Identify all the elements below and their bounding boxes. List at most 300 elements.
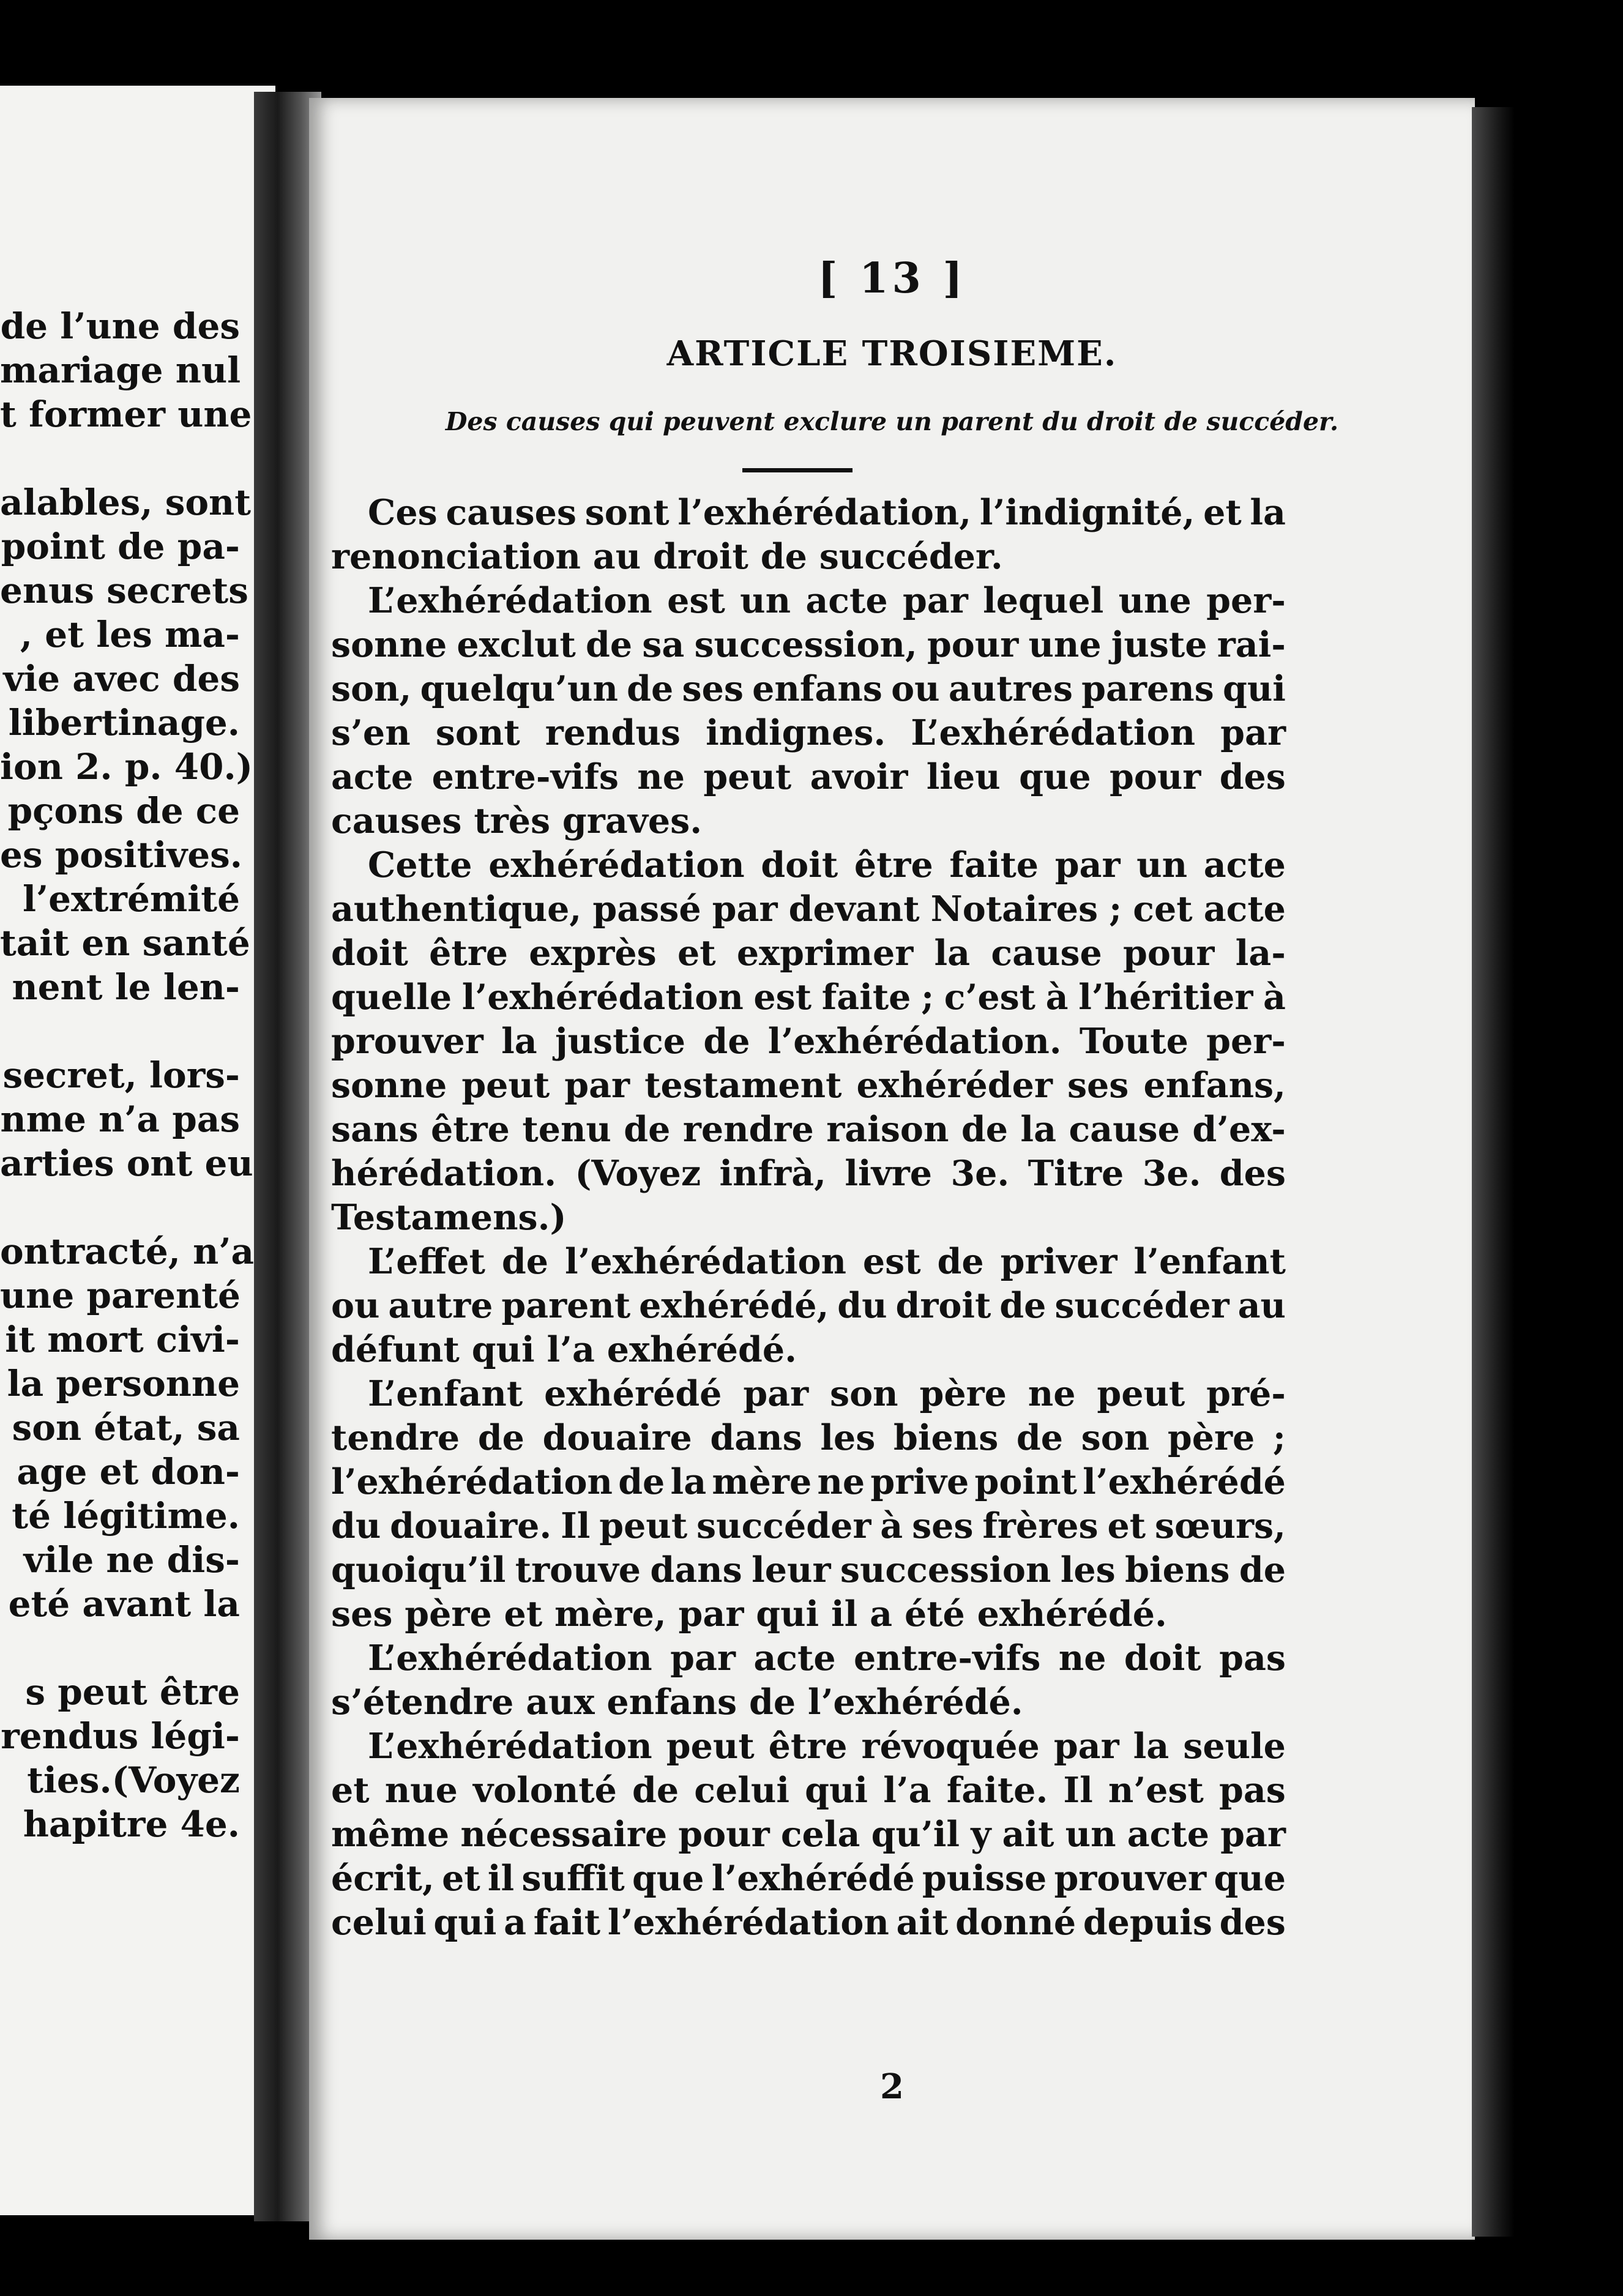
word: exhéréder — [856, 1065, 1053, 1106]
word: ait — [896, 1902, 949, 1943]
left-page-line: , et les ma- — [20, 614, 240, 655]
word: peut — [703, 756, 792, 797]
left-page-text — [0, 304, 275, 1846]
word: pour — [1123, 933, 1215, 974]
text-line — [331, 535, 1286, 579]
left-page-line: l’extrémité — [22, 878, 240, 920]
text-line — [331, 623, 1286, 667]
left-page-line — [0, 1009, 275, 1053]
word: par — [743, 1373, 809, 1414]
word: la — [1250, 492, 1286, 533]
word: sont — [435, 712, 520, 753]
left-page-line: eté avant la — [8, 1583, 240, 1625]
word: et — [331, 1770, 370, 1811]
text-line — [331, 1284, 1286, 1328]
word: et — [1107, 1505, 1146, 1546]
text-line — [331, 711, 1286, 755]
word: juste — [1111, 624, 1207, 665]
word: ; — [1272, 1417, 1286, 1458]
word: causes — [446, 492, 576, 533]
word: par — [670, 1638, 736, 1679]
word: exprès — [529, 933, 657, 974]
word: ou — [331, 1285, 380, 1326]
text-line-content: Testamens.) — [331, 1197, 567, 1238]
text-line — [331, 1372, 1286, 1416]
word: qui — [805, 1770, 868, 1811]
word: que — [632, 1858, 704, 1899]
text-line — [331, 887, 1286, 931]
word: de — [632, 1770, 679, 1811]
word: est — [862, 1241, 921, 1282]
word: l’enfant — [1133, 1241, 1286, 1282]
left-page-line: hapitre 4e. — [23, 1803, 240, 1845]
word: exhérédé — [544, 1373, 722, 1414]
word: peut — [599, 1505, 688, 1546]
word: doit — [331, 933, 408, 974]
left-page-line — [0, 1185, 275, 1229]
word: des — [1219, 1902, 1286, 1943]
word: sont — [584, 492, 670, 533]
word: l’héritier — [1078, 977, 1253, 1018]
word: par — [1220, 712, 1286, 753]
left-page-line: la personne — [7, 1363, 240, 1404]
word: de — [703, 1021, 750, 1062]
word: succession, — [694, 624, 917, 665]
left-page-line: tait en santé — [0, 922, 250, 964]
word: L’exhérédation — [368, 1638, 652, 1679]
word: Il — [561, 1505, 591, 1546]
text-line — [331, 1680, 1286, 1724]
word: Toute — [1079, 1021, 1188, 1062]
left-page-line: point de pa- — [1, 526, 240, 567]
word: hérédation. — [331, 1153, 557, 1194]
word: parens — [1081, 668, 1214, 709]
word: que — [1214, 1858, 1286, 1899]
word: l’indignité, — [979, 492, 1195, 533]
word: cet — [1133, 889, 1193, 930]
word: faite — [821, 977, 911, 1018]
word: acte — [1203, 844, 1286, 885]
word: de — [585, 624, 633, 665]
word: exhérédé, — [639, 1285, 829, 1326]
word: succéder — [696, 1505, 871, 1546]
left-page-line: son état, sa — [12, 1407, 240, 1448]
word: entre-vifs — [431, 756, 619, 797]
word: n’est — [1108, 1770, 1204, 1811]
text-line — [331, 843, 1286, 887]
text-line — [331, 1064, 1286, 1108]
word: seule — [1183, 1726, 1286, 1767]
word: succéder — [1054, 1285, 1229, 1326]
text-line — [331, 1152, 1286, 1196]
page-number-header: [ 13 ] — [818, 254, 966, 303]
word: père — [919, 1373, 1007, 1414]
word: de — [627, 668, 674, 709]
text-line — [331, 1416, 1286, 1460]
word: l’exhérédation — [461, 977, 744, 1018]
word: succession — [840, 1549, 1051, 1590]
word: qui — [1223, 668, 1286, 709]
word: et — [442, 1858, 480, 1899]
word: des — [1219, 1153, 1286, 1194]
word: autre — [388, 1285, 493, 1326]
word: L’exhérédation — [368, 580, 652, 621]
word: un — [1136, 844, 1188, 885]
text-line — [331, 1328, 1286, 1372]
text-line — [331, 1019, 1286, 1064]
text-line — [331, 1636, 1286, 1680]
article-title: ARTICLE TROISIEME. — [666, 334, 1117, 374]
text-line — [331, 1196, 1286, 1240]
word: un — [1065, 1814, 1116, 1855]
left-page-fragment — [0, 86, 275, 2215]
word: cause — [991, 933, 1102, 974]
word: parent — [501, 1285, 631, 1326]
word: et — [1203, 492, 1242, 533]
word: autres — [948, 668, 1073, 709]
word: être — [431, 1109, 510, 1150]
word: il — [487, 1858, 515, 1899]
word: dans — [710, 1417, 802, 1458]
word: 3e. — [950, 1153, 1010, 1194]
word: enfans, — [1143, 1065, 1286, 1106]
word: acte — [1127, 1814, 1209, 1855]
word: une — [1118, 580, 1192, 621]
word: peut — [1097, 1373, 1185, 1414]
word: s’en — [331, 712, 411, 753]
word: acte — [1203, 889, 1286, 930]
word: de — [999, 1285, 1047, 1326]
word: L’enfant — [368, 1373, 523, 1414]
word: père — [1167, 1417, 1255, 1458]
signature-mark: 2 — [880, 2067, 904, 2107]
word: biens — [893, 1417, 999, 1458]
word: testament — [644, 1065, 842, 1106]
text-line — [331, 799, 1286, 843]
left-page-line: alables, sont — [0, 482, 252, 523]
word: 3e. — [1142, 1153, 1201, 1194]
left-page-line: vie avec des — [3, 658, 240, 699]
word: qu’il — [871, 1814, 960, 1855]
word: faite. — [946, 1770, 1048, 1811]
word: per- — [1206, 580, 1286, 621]
text-line — [331, 667, 1286, 711]
left-page-line — [0, 1626, 275, 1670]
word: peut — [666, 1726, 755, 1767]
word: d’ex- — [1192, 1109, 1286, 1150]
word: ; — [1109, 889, 1122, 930]
article-subtitle: Des causes qui peuvent exclure un parent du droit de succéder. — [445, 407, 1339, 436]
word: cela — [780, 1814, 860, 1855]
word: livre — [845, 1153, 933, 1194]
word: celui — [694, 1770, 789, 1811]
word: ses — [912, 1505, 974, 1546]
word: exhérédation — [488, 844, 745, 885]
word: rendus — [545, 712, 681, 753]
main-page — [309, 98, 1475, 2240]
left-page-line: de l’une des — [0, 305, 240, 347]
left-page-line: age et don- — [17, 1451, 240, 1493]
word: pour — [1109, 756, 1201, 797]
text-line-content: s’étendre aux enfans de l’exhérédé. — [331, 1682, 1023, 1723]
word: par — [902, 580, 968, 621]
word: son, — [331, 668, 412, 709]
word: ait — [1002, 1814, 1054, 1855]
word: au — [1237, 1285, 1286, 1326]
text-line-content: renonciation au droit de succéder. — [331, 536, 1003, 577]
word: peut — [461, 1065, 550, 1106]
word: donné — [955, 1902, 1076, 1943]
word: pour — [927, 624, 1019, 665]
word: l’exhérédation. — [767, 1021, 1062, 1062]
word: du — [331, 1505, 381, 1546]
word: être — [854, 844, 933, 885]
text-line — [331, 1857, 1286, 1901]
text-line-content: causes très graves. — [331, 800, 703, 841]
text-line — [331, 579, 1286, 623]
word: la- — [1235, 933, 1286, 974]
word: ne — [817, 1461, 865, 1502]
word: avoir — [810, 756, 908, 797]
word: trouve — [515, 1549, 641, 1590]
word: la — [1020, 1109, 1057, 1150]
word: un — [740, 580, 791, 621]
word: par — [1053, 1726, 1119, 1767]
word: que — [1019, 756, 1091, 797]
word: doit — [1124, 1638, 1201, 1679]
word: L’effet — [368, 1241, 485, 1282]
word: droit — [895, 1285, 991, 1326]
left-page-line: it mort civi- — [5, 1319, 240, 1360]
word: y — [971, 1814, 991, 1855]
left-page-line: ties.(Voyez — [27, 1759, 240, 1801]
word: quelqu’un — [420, 668, 618, 709]
word: même — [331, 1814, 450, 1855]
word: l’exhérédé — [711, 1858, 915, 1899]
title-divider — [742, 468, 853, 472]
word: L’exhérédation — [368, 1726, 652, 1767]
text-line — [331, 1724, 1286, 1769]
word: nue — [384, 1770, 458, 1811]
word: puisse — [922, 1858, 1047, 1899]
word: ses — [1067, 1065, 1129, 1106]
word: la — [934, 933, 971, 974]
word: nécessaire — [460, 1814, 668, 1855]
word: exprimer — [736, 933, 914, 974]
word: les — [820, 1417, 876, 1458]
word: l’a — [883, 1770, 931, 1811]
text-line — [331, 1592, 1286, 1636]
word: suffit — [521, 1858, 625, 1899]
word: prouver — [1054, 1858, 1207, 1899]
word: des — [1219, 756, 1286, 797]
word: L’exhérédation — [911, 712, 1196, 753]
word: Ces — [368, 492, 438, 533]
word: priver — [1000, 1241, 1117, 1282]
word: est — [667, 580, 725, 621]
page-edge-shadow — [1472, 107, 1515, 2237]
word: pas — [1218, 1770, 1286, 1811]
text-line — [331, 1108, 1286, 1152]
word: pas — [1219, 1638, 1286, 1679]
text-line — [331, 1813, 1286, 1857]
word: son — [830, 1373, 898, 1414]
left-page-line: une parenté — [0, 1275, 241, 1316]
word: volonté — [473, 1770, 617, 1811]
word: per- — [1206, 1021, 1286, 1062]
word: à — [1263, 977, 1286, 1018]
word: sa — [642, 624, 685, 665]
word: ne — [1028, 1373, 1076, 1414]
left-page-line: pçons de ce — [7, 790, 240, 832]
word: écrit, — [331, 1858, 435, 1899]
word: Il — [1063, 1770, 1093, 1811]
word: par — [712, 889, 778, 930]
word: sans — [331, 1109, 419, 1150]
word: être — [429, 933, 508, 974]
word: la — [501, 1021, 537, 1062]
word: de — [1016, 1417, 1064, 1458]
word: qui — [433, 1902, 497, 1943]
word: du — [837, 1285, 887, 1326]
word: enfans — [752, 668, 882, 709]
text-line — [331, 1901, 1286, 1945]
word: acte — [331, 756, 414, 797]
word: par — [1220, 1814, 1286, 1855]
article-body — [331, 491, 1286, 1945]
text-line — [331, 1504, 1286, 1548]
word: pour — [678, 1814, 770, 1855]
word: pré- — [1206, 1373, 1286, 1414]
word: a — [504, 1902, 526, 1943]
text-line — [331, 491, 1286, 535]
left-page-line: ion 2. p. 40.) — [0, 746, 253, 788]
word: acte — [805, 580, 888, 621]
word: ne — [637, 756, 685, 797]
word: ; — [921, 977, 935, 1018]
word: de — [477, 1417, 524, 1458]
word: entre-vifs — [853, 1638, 1041, 1679]
word: passé — [592, 889, 701, 930]
word: de — [624, 1109, 671, 1150]
word: une — [1028, 624, 1102, 665]
word: l’exhérédation — [564, 1241, 846, 1282]
left-page-line: rendus légi- — [1, 1715, 240, 1757]
word: justice — [554, 1021, 686, 1062]
word: lieu — [926, 756, 1001, 797]
word: sonne — [331, 624, 447, 665]
left-page-line: es positives. — [0, 834, 242, 876]
word: l’exhérédation — [331, 1461, 613, 1502]
word: et — [677, 933, 716, 974]
text-line — [331, 755, 1286, 799]
word: sonne — [331, 1065, 447, 1106]
word: ne — [1058, 1638, 1106, 1679]
word: l’exhérédation — [607, 1902, 889, 1943]
word: depuis — [1083, 1902, 1212, 1943]
text-line-content: défunt qui l’a exhérédé. — [331, 1329, 797, 1370]
left-page-line: arties ont eu — [0, 1142, 253, 1184]
left-page-line: t former une — [0, 393, 252, 435]
word: raison — [826, 1109, 949, 1150]
word: Cette — [368, 844, 472, 885]
word: les — [1060, 1549, 1116, 1590]
word: être — [768, 1726, 848, 1767]
word: la — [1133, 1726, 1170, 1767]
word: biens — [1125, 1549, 1230, 1590]
left-page-line: nme n’a pas — [0, 1098, 240, 1140]
word: révoquée — [861, 1726, 1040, 1767]
word: devant — [788, 889, 920, 930]
word: fait — [533, 1902, 601, 1943]
left-page-line — [0, 436, 275, 480]
word: indignes. — [706, 712, 886, 753]
word: ou — [891, 668, 940, 709]
word: tenu — [522, 1109, 611, 1150]
left-page-line: nent le len- — [12, 966, 240, 1008]
left-page-line: s peut être — [25, 1671, 240, 1713]
word: quelle — [331, 977, 452, 1018]
text-line — [331, 975, 1286, 1019]
word: authentique, — [331, 889, 582, 930]
word: celui — [331, 1902, 427, 1943]
word: c’est — [944, 977, 1036, 1018]
word: tendre — [331, 1417, 460, 1458]
word: quoiqu’il — [331, 1549, 506, 1590]
word: de — [501, 1241, 548, 1282]
word: faite — [949, 844, 1039, 885]
word: rendre — [682, 1109, 814, 1150]
word: doit — [761, 844, 838, 885]
text-line — [331, 1769, 1286, 1813]
left-page-line: secret, lors- — [2, 1054, 240, 1096]
word: par — [1054, 844, 1121, 885]
word: son — [1081, 1417, 1150, 1458]
word: rai- — [1217, 624, 1286, 665]
word: l’exhérédé — [1083, 1461, 1286, 1502]
word: cause — [1069, 1109, 1180, 1150]
left-page-line: mariage nul — [0, 349, 241, 391]
word: la — [670, 1461, 707, 1502]
word: à — [880, 1505, 903, 1546]
word: de — [937, 1241, 984, 1282]
word: dans — [650, 1549, 742, 1590]
word: par — [564, 1065, 630, 1106]
word: prive — [870, 1461, 969, 1502]
word: infrà, — [719, 1153, 826, 1194]
word: à — [1045, 977, 1069, 1018]
word: prouver — [331, 1021, 483, 1062]
word: leur — [752, 1549, 831, 1590]
word: douaire. — [390, 1505, 552, 1546]
word: ses — [682, 668, 744, 709]
text-line — [331, 1460, 1286, 1504]
left-page-line: vile ne dis- — [23, 1539, 240, 1581]
word: l’exhérédation, — [677, 492, 972, 533]
text-line — [331, 1240, 1286, 1284]
text-line — [331, 1548, 1286, 1592]
word: frères — [982, 1505, 1099, 1546]
text-line-content: ses père et mère, par qui il a été exhérédé. — [331, 1593, 1167, 1634]
word: est — [753, 977, 812, 1018]
word: sœurs, — [1154, 1505, 1286, 1546]
word: Titre — [1028, 1153, 1124, 1194]
word: lequel — [983, 580, 1104, 621]
left-page-line: enus secrets — [0, 570, 248, 611]
text-line — [331, 931, 1286, 975]
word: mère — [712, 1461, 812, 1502]
left-page-line: libertinage. — [8, 702, 240, 744]
